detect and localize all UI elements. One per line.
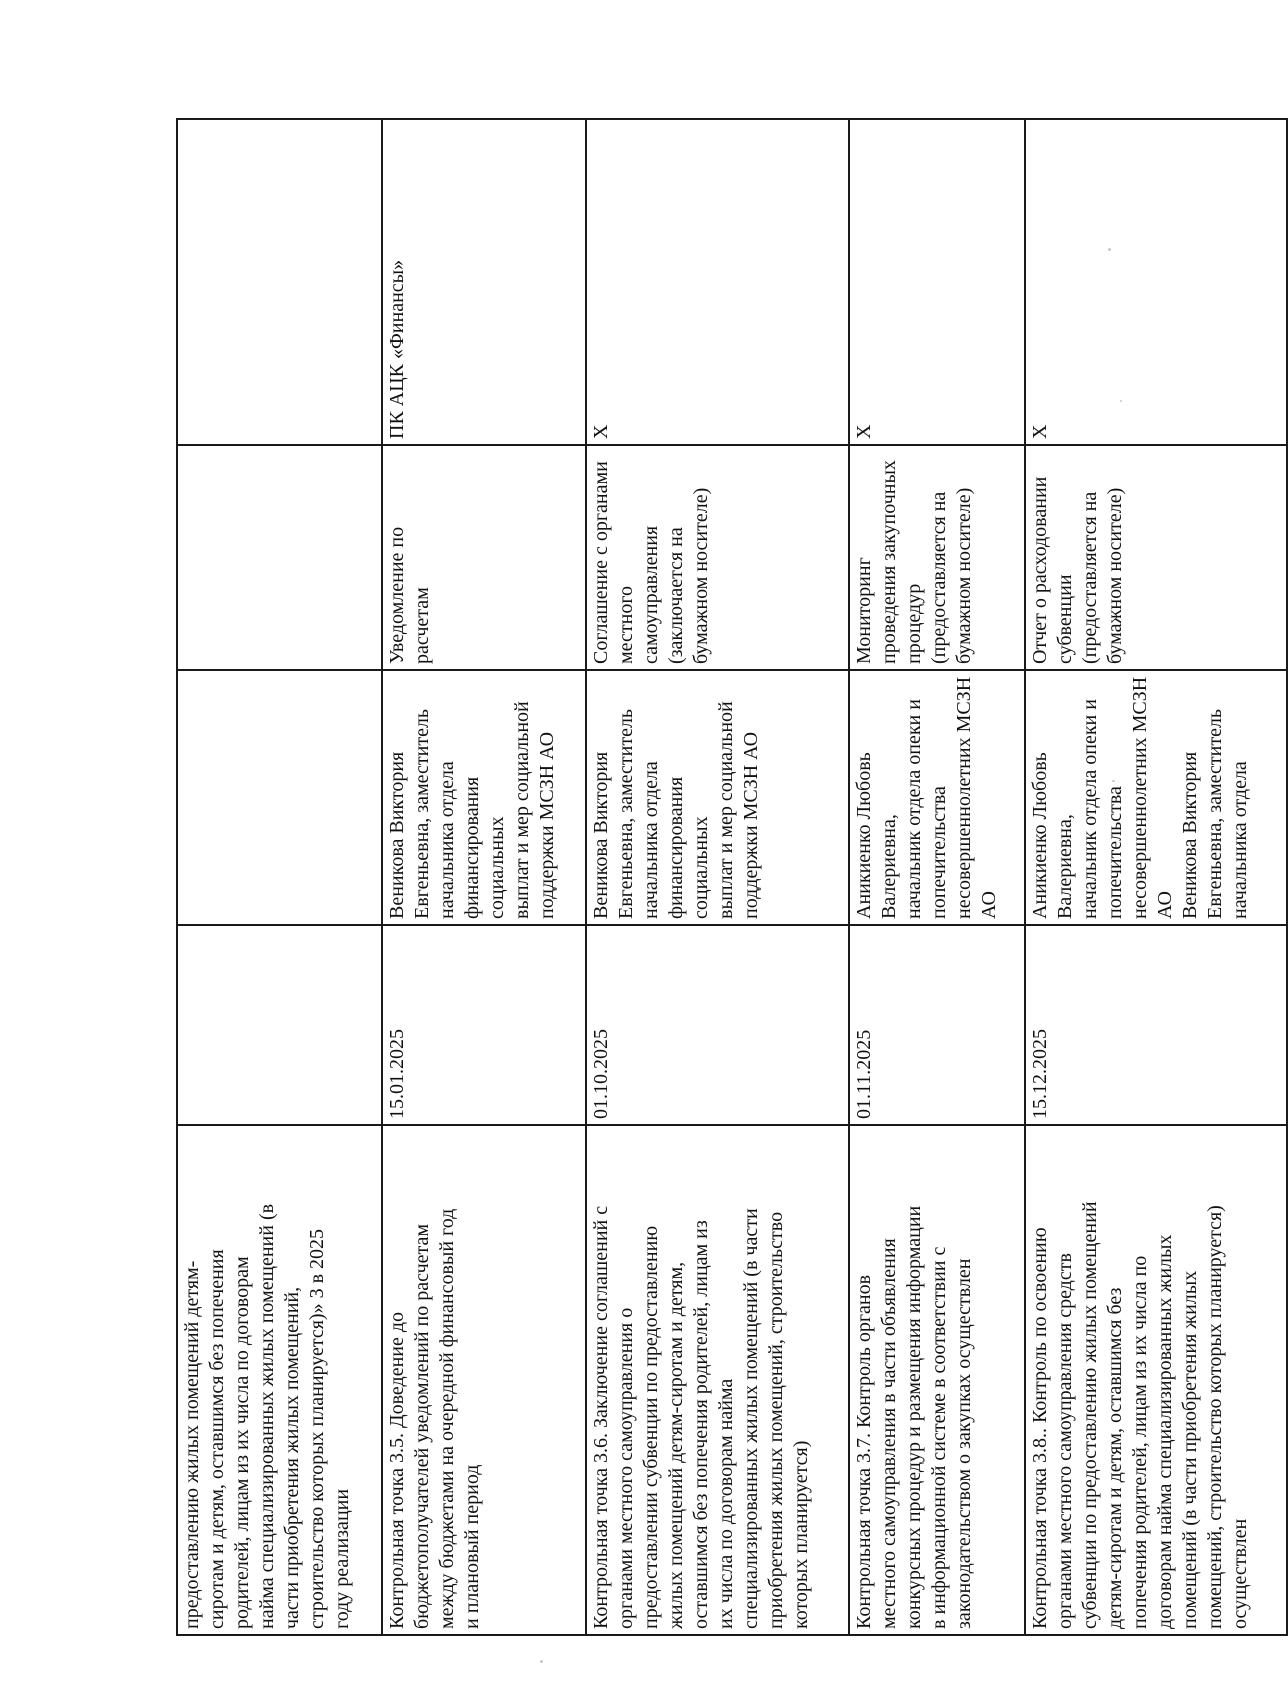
scan-noise-mark bbox=[1112, 780, 1115, 782]
table-row bbox=[849, 119, 1025, 1635]
table-row bbox=[586, 119, 849, 1635]
date-cell bbox=[177, 925, 382, 1125]
system-cell: Х bbox=[1025, 119, 1287, 445]
scan-noise-mark bbox=[1120, 400, 1122, 402]
document-cell: Мониторинг проведения закупочных процедур (предоставляется на бумажном носителе) bbox=[849, 445, 1025, 670]
system-cell: Х bbox=[849, 119, 1025, 445]
table-row bbox=[177, 119, 382, 1635]
date-cell: 01.10.2025 bbox=[586, 925, 849, 1125]
document-cell: Соглашение с органами местного самоуправления (заключается на бумажном носителе) bbox=[586, 445, 849, 670]
document-cell bbox=[177, 445, 382, 670]
responsible-cell: Веникова Виктория Евгеньевна, заместитель начальника отдела финансирования социальных выплат и мер социальной поддержки МСЗН АО bbox=[586, 670, 849, 925]
control-points-table bbox=[176, 118, 1288, 1636]
event-cell: Контрольная точка 3.7. Контроль органов местного самоуправления в части объявления конкурсных процедур и размещения информации в информационной системе в соответствии с законодательством о закупках осуществлен bbox=[849, 1125, 1025, 1635]
scan-noise-mark bbox=[1108, 248, 1111, 251]
responsible-cell: Веникова Виктория Евгеньевна, заместитель начальника отдела финансирования социальных выплат и мер социальной поддержки МСЗН АО bbox=[382, 670, 587, 925]
responsible-cell: Аникиенко Любовь Валериевна, начальник отдела опеки и попечительства несовершеннолетних МСЗН АО Веникова Виктория Евгеньевна, заместитель начальника отдела bbox=[1025, 670, 1287, 925]
date-cell: 15.12.2025 bbox=[1025, 925, 1287, 1125]
responsible-cell: Аникиенко Любовь Валериевна, начальник отдела опеки и попечительства несовершеннолетних МСЗН АО bbox=[849, 670, 1025, 925]
system-cell: Х bbox=[586, 119, 849, 445]
table-row bbox=[382, 119, 587, 1635]
scan-noise-mark bbox=[540, 1660, 543, 1663]
system-cell: ПК АЦК «Финансы» bbox=[382, 119, 587, 445]
date-cell: 15.01.2025 bbox=[382, 925, 587, 1125]
event-cell: Контрольная точка 3.8.. Контроль по освоению органами местного самоуправления средств субвенции по предоставлению жилых помещений детям-сиротам и детям, оставшимся без попечения родителей, лицам из их числа по договорам найма специализированных жилых помещений (в части приобретения жилых помещений, строительство которых планируется) осуществлен bbox=[1025, 1125, 1287, 1635]
responsible-cell bbox=[177, 670, 382, 925]
system-cell bbox=[177, 119, 382, 445]
document-cell: Уведомление по расчетам bbox=[382, 445, 587, 670]
event-cell: Контрольная точка 3.6. Заключение соглашений с органами местного самоуправления о предоставлении субвенции по предоставлению жилых помещений детям-сиротам и детям, оставшимся без попечения родителей, лицам из их числа по договорам найма специализированных жилых помещений (в части приобретения жилых помещений, строительство которых планируется) bbox=[586, 1125, 849, 1635]
rotated-sheet bbox=[176, 120, 1288, 1636]
document-cell: Отчет о расходовании субвенции (предоставляется на бумажном носителе) bbox=[1025, 445, 1287, 670]
event-cell: Контрольная точка 3.5. Доведение до бюджетополучателей уведомлений по расчетам между бюджетами на очередной финансовый год и плановый период bbox=[382, 1125, 587, 1635]
date-cell: 01.11.2025 bbox=[849, 925, 1025, 1125]
event-cell: предоставлению жилых помещений детям- сиротам и детям, оставшимся без попечения родителей, лицам из их числа по договорам найма специализированных жилых помещений (в части приобретения жилых помещений, строительство которых планируется)» 3 в 2025 году реализации bbox=[177, 1125, 382, 1635]
table-row bbox=[1025, 119, 1287, 1635]
